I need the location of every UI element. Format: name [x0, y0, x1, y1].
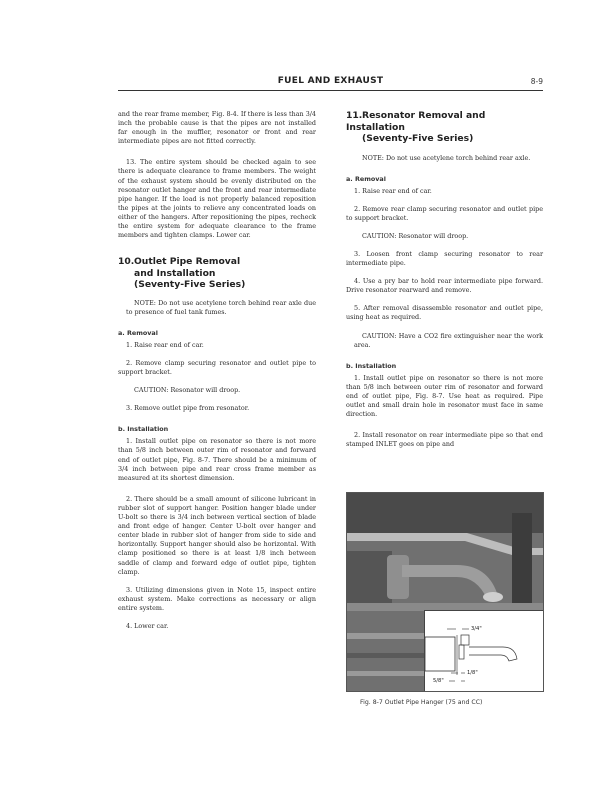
dimension-diagram-inset	[424, 610, 543, 691]
s11-removal-step-2: 2. Remove rear clamp securing resonator and outlet pipe to support bracket.	[346, 204, 543, 222]
section-10-title-line1: Outlet Pipe Removal	[134, 256, 241, 268]
section-10-removal-heading: a. Removal	[118, 328, 158, 337]
s10-removal-caution: CAUTION: Resonator will droop.	[134, 386, 241, 395]
section-11-removal-heading: a. Removal	[346, 174, 386, 183]
dimension-label-3-4: 3/4"	[471, 626, 482, 632]
section-10-title-line2: and Installation	[134, 267, 216, 279]
s11-removal-caution-2: CAUTION: Have a CO2 fire extinguisher near the work area.	[354, 331, 543, 349]
right-column	[346, 110, 543, 449]
resonator-body	[347, 551, 392, 603]
section-10-number: 10.	[118, 256, 135, 268]
s11-install-step-1: 1. Install outlet pipe on resonator so there is not more than 5/8 inch between outer rim of resonator and forward end of outlet pipe, Fig. 8-7. Use heat as required. Pipe outlet and small drain hole in resonator must face in same direction.	[346, 373, 543, 419]
s10-install-step-4: 4. Lower car.	[126, 621, 169, 630]
section-10-heading	[118, 256, 316, 291]
section-11-note: NOTE: Do not use acetylene torch behind rear axle.	[362, 153, 531, 162]
section-11-number: 11.	[346, 110, 363, 121]
figure-outlet-pipe-hanger-photo	[346, 492, 544, 692]
s10-install-step-1: 1. Install outlet pipe on resonator so there is not more than 5/8 inch between outer rim of resonator and forward end of outlet pipe, Fig. 8-7. There should be a minimum of 3/4 inch between pipe and rear cross frame member as measured at its shortest dimension.	[118, 437, 316, 482]
figure-caption: Fig. 8-7 Outlet Pipe Hanger (75 and CC)	[360, 699, 483, 706]
s10-removal-step-3: 3. Remove outlet pipe from resonator.	[126, 404, 250, 413]
dimension-label-5-8: 5/8"	[433, 678, 444, 684]
chapter-title: FUEL AND EXHAUST	[277, 76, 384, 86]
continued-paragraph: and the rear frame member, Fig. 8-4. If there is less than 3/4 inch the probable cause is that the pipes are not installed far enough in the muffler, resonator or front and rear intermediate pipes are not fitted correctly.	[118, 110, 316, 146]
page-number: 8-9	[530, 77, 543, 86]
s11-removal-step-5: 5. After removal disassemble resonator and outlet pipe, using heat as required.	[346, 304, 543, 322]
section-11-title-line1: Resonator Removal and Installation	[346, 110, 486, 133]
pipe-outlet-opening	[483, 592, 503, 602]
s11-removal-step-3: 3. Loosen front clamp securing resonator to rear intermediate pipe.	[346, 249, 543, 268]
section-11-installation-heading: b. Installation	[346, 361, 397, 370]
s10-install-step-3: 3. Utilizing dimensions given in Note 15, inspect entire exhaust system. Make corrections as necessary or align entire system.	[118, 585, 316, 612]
section-10-title-line3: (Seventy-Five Series)	[134, 279, 246, 291]
s10-removal-step-2: 2. Remove clamp securing resonator and outlet pipe to support bracket.	[118, 359, 316, 377]
section-11-title-line2: (Seventy-Five Series)	[362, 133, 474, 144]
s11-removal-caution-1: CAUTION: Resonator will droop.	[362, 231, 469, 240]
s11-removal-step-1: 1. Raise rear end of car.	[354, 186, 432, 195]
s10-install-step-2: 2. There should be a small amount of silicone lubricant in rubber slot of support hanger. Position hanger blade under U-bolt so there is 3/4 inch between vertical section of blade and front edge of hanger. Center U-bolt over hanger and center blade in rubber slot of hanger from side to side and horizontally. Support hanger should also be horizontal. With clamp positioned so there is at least 1/8 inch between saddle of clamp and forward edge of outlet pipe, tighten clamp.	[118, 494, 316, 576]
page-header	[118, 76, 543, 91]
section-11-heading	[346, 110, 543, 145]
section-10-note: NOTE: Do not use acetylene torch behind rear axle due to presence of fuel tank fumes.	[126, 298, 316, 316]
section-10-installation-heading: b. Installation	[118, 425, 169, 434]
dimension-label-1-8: 1/8"	[467, 670, 478, 676]
s10-removal-step-1: 1. Raise rear end of car.	[126, 340, 204, 349]
step-13-paragraph: 13. The entire system should be checked again to see there is adequate clearance to frame members. The weight of the exhaust system should be evenly distributed on the resonator outlet hanger and the front and rear intermediate pipe hanger. If the load is not properly balanced reposition the pipes at the joints to relieve any concentrated loads on either of the hangers. After repositioning the pipes, recheck the entire system for adequate clearance to the frame members and tighten clamps. Lower car.	[118, 158, 316, 240]
s11-removal-step-4: 4. Use a pry bar to hold rear intermediate pipe forward. Drive resonator rearward and remove.	[346, 277, 543, 295]
s11-install-step-2: 2. Install resonator on rear intermediate pipe so that end stamped INLET goes on pipe and	[346, 431, 543, 449]
left-column	[118, 110, 316, 631]
